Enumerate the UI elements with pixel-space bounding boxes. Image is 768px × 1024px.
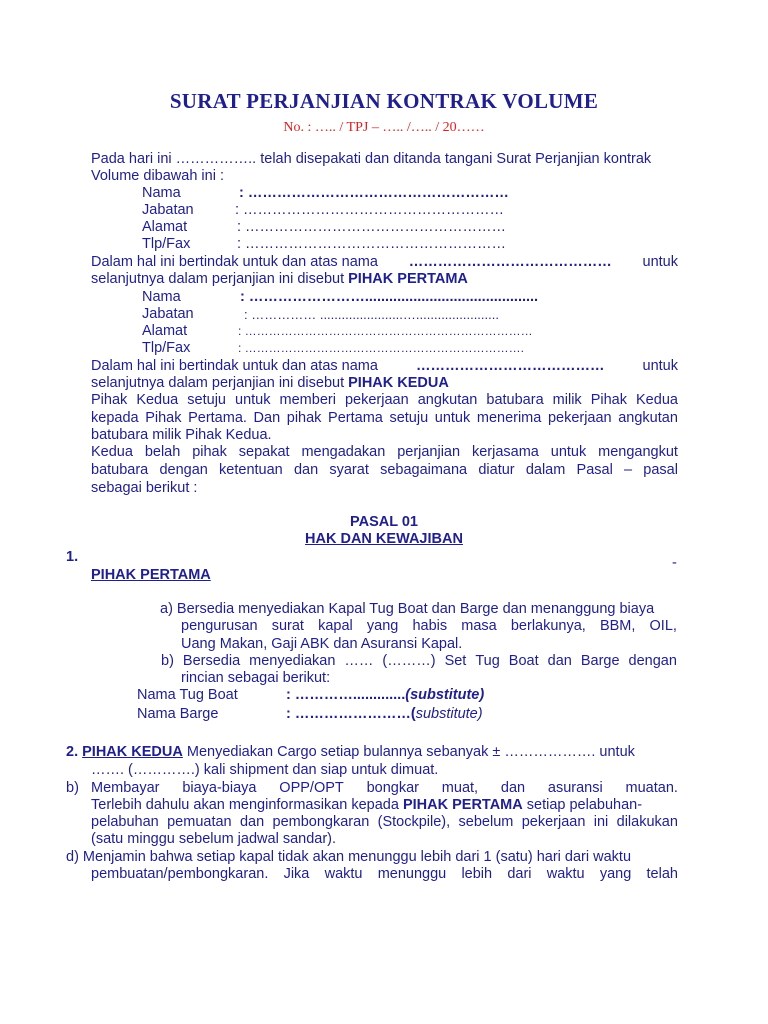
item-b-line-2: rincian sebagai berikut: [181, 670, 331, 686]
tug-boat-label: Nama Tug Boat [137, 687, 238, 703]
pasal-subtitle: HAK DAN KEWAJIBAN [305, 531, 463, 547]
item-d-line-1: d) Menjamin bahwa setiap kapal tidak akan menunggu lebih dari 1 (satu) hari dari waktu [66, 849, 632, 865]
party1-jabatan-label: Jabatan [142, 202, 194, 218]
party2-nama-value: : ……………………........................................... [240, 289, 539, 305]
party2-alamat-value: : ……………………………………………………………… [238, 324, 533, 338]
paragraph-1-line-1: Pihak Kedua setuju untuk memberi pekerjaan angkutan batubara milik Pihak Kedua [91, 392, 678, 408]
item-a-line-3: Uang Makan, Gaji ABK dan Asuransi Kapal. [181, 636, 463, 652]
document-number: No. : ….. / TPJ – ….. /….. / 20…… [283, 120, 485, 135]
party2-alamat-label: Alamat [142, 323, 188, 339]
item-1-heading: PIHAK PERTAMA [91, 567, 211, 583]
party1-jabatan-value: : ……………………………………………… [235, 202, 505, 218]
item-1-number: 1. [66, 549, 79, 565]
item-2-line-1: 2. PIHAK KEDUA Menyediakan Cargo setiap bulannya sebanyak ± ………………. untuk [66, 744, 635, 760]
pihak-pertama-label: PIHAK PERTAMA [348, 271, 468, 287]
pihak-kedua-line: selanjutnya dalam perjanjian ini disebut PIHAK KEDUA [91, 375, 449, 391]
intro-line-1: Pada hari ini …………….. telah disepakati dan ditanda tangani Surat Perjanjian kontrak [91, 151, 652, 167]
acting-dots-1: …………………………………… [408, 254, 612, 270]
item-bb-line-2: Terlebih dahulu akan menginformasikan kepada PIHAK PERTAMA setiap pelabuhan- [91, 797, 643, 813]
item-2-line-2: ……. (………….) kali shipment dan siap untuk dimuat. [91, 762, 439, 778]
party1-tlp-value: : ……………………………………………… [237, 236, 507, 252]
party2-nama-label: Nama [142, 289, 181, 305]
item-a-line-1: a) Bersedia menyediakan Kapal Tug Boat dan Barge dan menanggung biaya [160, 601, 655, 617]
acting-line-2: Dalam hal ini bertindak untuk dan atas nama ………………………………… untuk [91, 358, 678, 374]
item-2-heading: PIHAK KEDUA [82, 744, 183, 760]
item-bb-label: b) [66, 780, 79, 796]
pasal-title: PASAL 01 [350, 514, 418, 530]
party1-alamat-value: : ……………………………………………… [237, 219, 507, 235]
acting-line-1: Dalam hal ini bertindak untuk dan atas nama …………………………………… untuk [91, 254, 678, 270]
intro-line-2: Volume dibawah ini : [91, 168, 224, 184]
party2-jabatan-value: : …………… .......................…....................... [244, 307, 499, 322]
barge-label: Nama Barge [137, 706, 219, 722]
item-bb-line-4: (satu minggu sebelum jadwal sandar). [91, 831, 337, 847]
item-a-line-2: pengurusan surat kapal yang habis masa berlakunya, BBM, OIL, [181, 618, 677, 634]
item-b-line-1: b) Bersedia menyediakan …… (………) Set Tug Boat dan Barge dengan [161, 653, 677, 669]
item-bb-line-3: pelabuhan pemuatan dan pembongkaran (Stockpile), sebelum pekerjaan ini dilakukan [91, 814, 678, 830]
paragraph-1-line-2: kepada Pihak Pertama. Dan pihak Pertama setuju untuk menerima pekerjaan angkutan [91, 410, 678, 426]
document-title: SURAT PERJANJIAN KONTRAK VOLUME [169, 89, 599, 113]
pihak-pertama-line: selanjutnya dalam perjanjian ini disebut PIHAK PERTAMA [91, 271, 468, 287]
barge-value: : ……………………(substitute) [286, 706, 483, 722]
paragraph-1-line-3: batubara milik Pihak Kedua. [91, 427, 272, 443]
party2-jabatan-label: Jabatan [142, 306, 194, 322]
paragraph-2-line-1: Kedua belah pihak sepakat mengadakan perjanjian kerjasama untuk mengangkut [91, 444, 678, 460]
party2-tlp-label: Tlp/Fax [142, 340, 191, 356]
paragraph-2-line-2: batubara dengan ketentuan dan syarat sebagaimana diatur dalam Pasal – pasal [91, 462, 678, 478]
acting-dots-2: ………………………………… [415, 358, 605, 374]
tug-boat-value: : ………….............(substitute) [286, 687, 485, 703]
party1-nama-label: Nama [142, 185, 181, 201]
party2-tlp-value: : ……………………………………………………………. [238, 341, 525, 355]
party1-tlp-label: Tlp/Fax [142, 236, 191, 252]
item-d-line-2: pembuatan/pembongkaran. Jika waktu menunggu lebih dari waktu yang telah [91, 866, 678, 882]
pihak-kedua-label: PIHAK KEDUA [348, 375, 449, 391]
item-1-dash: - [672, 555, 677, 571]
paragraph-2-line-3: sebagai berikut : [91, 480, 198, 496]
item-2-number: 2. [66, 744, 79, 760]
pihak-pertama-ref: PIHAK PERTAMA [402, 797, 523, 813]
party1-alamat-label: Alamat [142, 219, 188, 235]
item-bb-line-1: Membayar biaya-biaya OPP/OPT bongkar muat, dan asuransi muatan. [91, 780, 678, 796]
party1-nama-value: : ……………………………………………… [239, 185, 509, 201]
